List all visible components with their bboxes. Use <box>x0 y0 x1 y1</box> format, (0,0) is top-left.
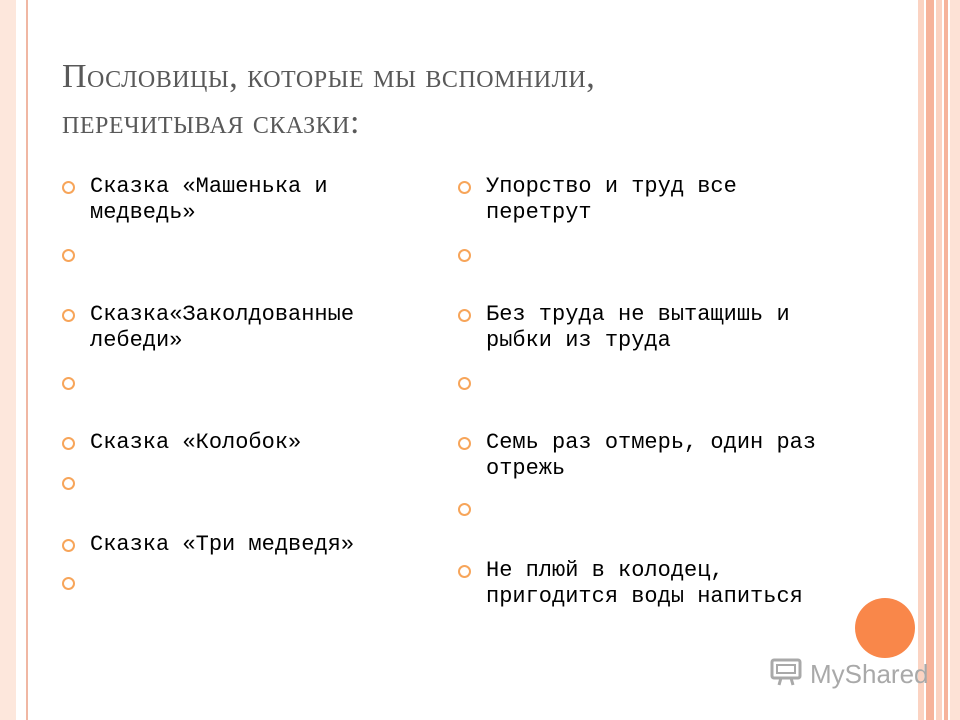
bullet-text: Без труда не вытащишь и рыбки из труда <box>486 302 790 353</box>
list-item <box>62 370 90 396</box>
list-item <box>62 570 90 596</box>
list-item <box>62 242 90 268</box>
frame-line <box>26 0 28 720</box>
watermark-logo <box>770 652 929 696</box>
list-item <box>458 370 486 396</box>
list-item <box>62 174 402 226</box>
circle-bullet-icon <box>62 377 75 390</box>
circle-bullet-icon <box>458 377 471 390</box>
bullet-text: Упорство и труд все перетрут <box>486 174 737 225</box>
circle-bullet-icon <box>62 577 75 590</box>
list-item <box>62 430 301 456</box>
bullet-text: Сказка«Заколдованные лебеди» <box>90 302 355 353</box>
orange-circle-decoration <box>855 598 915 658</box>
left-border-decoration <box>0 0 16 720</box>
bullet-text: Сказка «Три медведя» <box>90 532 355 557</box>
list-item <box>458 496 486 522</box>
right-stripes-decoration <box>918 0 960 720</box>
list-item <box>458 302 818 354</box>
circle-bullet-icon <box>458 249 471 262</box>
circle-bullet-icon <box>62 539 75 552</box>
bullet-text: Сказка «Колобок» <box>90 430 302 455</box>
circle-bullet-icon <box>62 477 75 490</box>
circle-bullet-icon <box>62 437 75 450</box>
circle-bullet-icon <box>458 565 471 578</box>
list-item <box>458 430 818 482</box>
circle-bullet-icon <box>62 309 75 322</box>
monitor-logo-icon <box>770 657 804 692</box>
bullet-text: Не плюй в колодец, пригодится воды напиться <box>486 558 803 609</box>
title-line-1: Пословицы, которые мы вспомнили, <box>62 58 596 95</box>
circle-bullet-icon <box>458 181 471 194</box>
title-line-2: перечитывая сказки: <box>62 104 360 141</box>
circle-bullet-icon <box>458 437 471 450</box>
list-item <box>458 558 818 610</box>
circle-bullet-icon <box>458 309 471 322</box>
list-item <box>62 532 354 558</box>
bullet-text: Семь раз отмерь, один раз отрежь <box>486 430 817 481</box>
list-item <box>62 470 90 496</box>
list-item <box>458 242 486 268</box>
slide-title <box>62 54 902 146</box>
circle-bullet-icon <box>62 249 75 262</box>
circle-bullet-icon <box>458 503 471 516</box>
list-item <box>62 302 402 354</box>
circle-bullet-icon <box>62 181 75 194</box>
bullet-text: Сказка «Машенька и медведь» <box>90 174 328 225</box>
list-item <box>458 174 818 226</box>
watermark-text: MyShared <box>810 658 929 689</box>
